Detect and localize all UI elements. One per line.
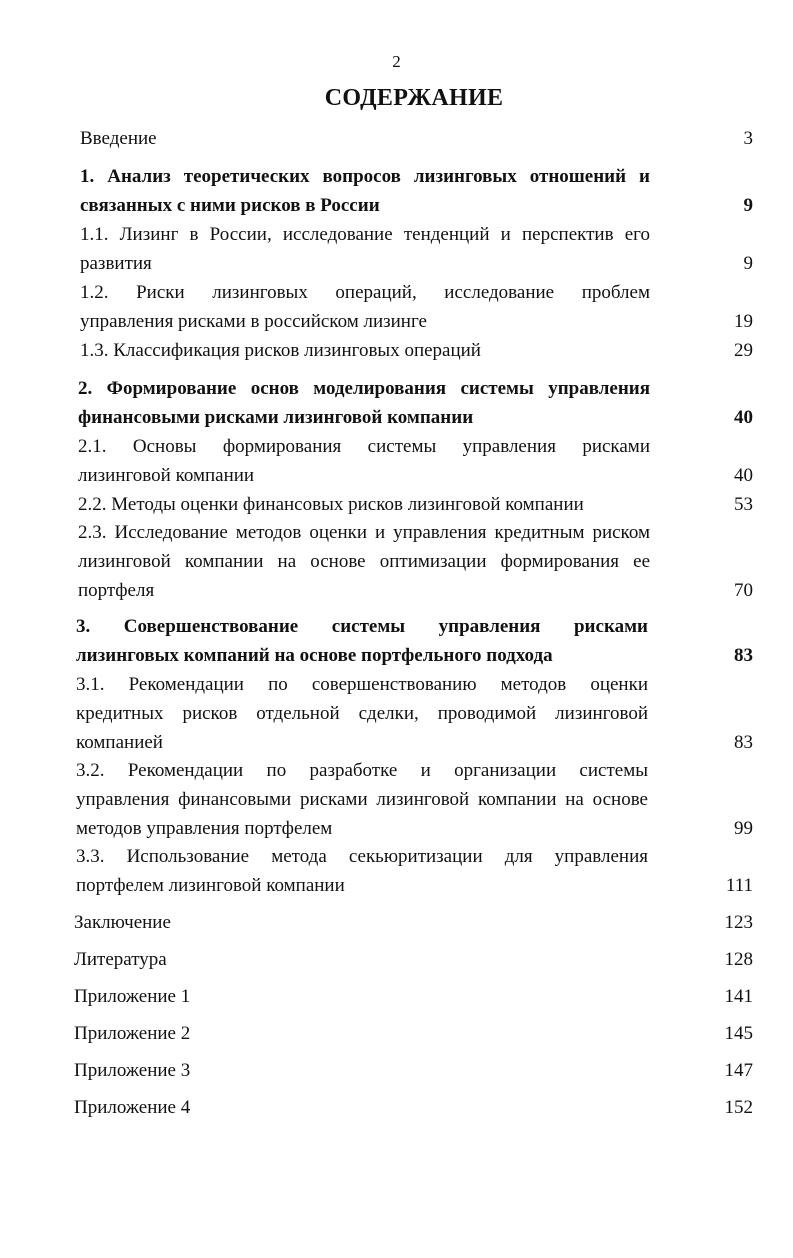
toc-entry-line: 3. Совершенствование системы управления рисками: [76, 616, 648, 637]
toc-entry-page: 83: [734, 645, 753, 666]
toc-entry-line: 3.2. Рекомендации по разработке и организации системы: [76, 760, 648, 781]
toc-entry-line: Приложение 2: [74, 1023, 191, 1044]
toc-entry-page: 83: [734, 732, 753, 753]
toc-entry-line: Литература: [74, 949, 167, 970]
toc-entry-line: лизинговой компании на основе оптимизации формирования ее: [78, 551, 650, 572]
page-title: СОДЕРЖАНИЕ: [324, 85, 504, 111]
toc-entry-page: 40: [734, 465, 753, 486]
toc-entry-line: 2. Формирование основ моделирования системы управления: [78, 378, 650, 399]
toc-entry-line: лизинговых компаний на основе портфельного подхода: [76, 645, 553, 666]
toc-entry-page: 111: [725, 875, 753, 896]
toc-entry-line: портфеля: [78, 580, 155, 601]
toc-entry-page: 123: [724, 912, 753, 933]
toc-entry-page: 99: [734, 818, 753, 839]
toc-entry-line: 3.1. Рекомендации по совершенствованию методов оценки: [76, 674, 648, 695]
toc-entry-line: управления финансовыми рисками лизинговой компании на основе: [76, 789, 648, 810]
toc-entry-line: 2.3. Исследование методов оценки и управления кредитным риском: [78, 522, 650, 543]
toc-entry-line: 2.2. Методы оценки финансовых рисков лизинговой компании: [78, 494, 584, 515]
toc-entry-page: 70: [734, 580, 753, 601]
toc-entry-page: 147: [724, 1060, 753, 1081]
toc-entry-page: 145: [724, 1023, 753, 1044]
toc-entry-line: связанных с ними рисков в России: [80, 195, 380, 216]
toc-entry-line: 1.2. Риски лизинговых операций, исследование проблем: [80, 282, 650, 303]
toc-entry-line: 3.3. Использование метода секьюритизации для управления: [76, 846, 648, 867]
toc-entry-page: 152: [724, 1097, 753, 1118]
toc-entry-page: 9: [743, 253, 753, 274]
toc-entry-line: кредитных рисков отдельной сделки, проводимой лизинговой: [76, 703, 648, 724]
toc-entry-line: Заключение: [74, 912, 171, 933]
toc-entry-line: лизинговой компании: [78, 465, 255, 486]
toc-entry-line: Введение: [80, 128, 157, 149]
toc-entry-line: Приложение 3: [74, 1060, 191, 1081]
toc-entry-page: 29: [734, 340, 753, 361]
toc-entry-line: 1.1. Лизинг в России, исследование тенденций и перспектив его: [80, 224, 650, 245]
toc-entry-line: 1.3. Классификация рисков лизинговых операций: [80, 340, 481, 361]
toc-entry-line: 1. Анализ теоретических вопросов лизинговых отношений и: [80, 166, 650, 187]
toc-entry-page: 128: [724, 949, 753, 970]
toc-entry-line: компанией: [76, 732, 163, 753]
toc-entry-line: Приложение 1: [74, 986, 191, 1007]
toc-entry-line: Приложение 4: [74, 1097, 191, 1118]
toc-entry-page: 19: [734, 311, 753, 332]
toc-entry-page: 3: [743, 128, 753, 149]
toc-entry-line: портфелем лизинговой компании: [76, 875, 345, 896]
toc-entry-page: 9: [743, 195, 753, 216]
toc-entry-page: 141: [724, 986, 753, 1007]
toc-entry-page: 40: [734, 407, 753, 428]
toc-entry-line: 2.1. Основы формирования системы управления рисками: [78, 436, 650, 457]
toc-entry-page: 53: [734, 494, 753, 515]
page-number: 2: [392, 52, 401, 71]
toc-entry-line: управления рисками в российском лизинге: [80, 311, 427, 332]
toc-entry-line: методов управления портфелем: [76, 818, 333, 839]
toc-entry-line: развития: [80, 253, 152, 274]
toc-entry-line: финансовыми рисками лизинговой компании: [78, 407, 474, 428]
